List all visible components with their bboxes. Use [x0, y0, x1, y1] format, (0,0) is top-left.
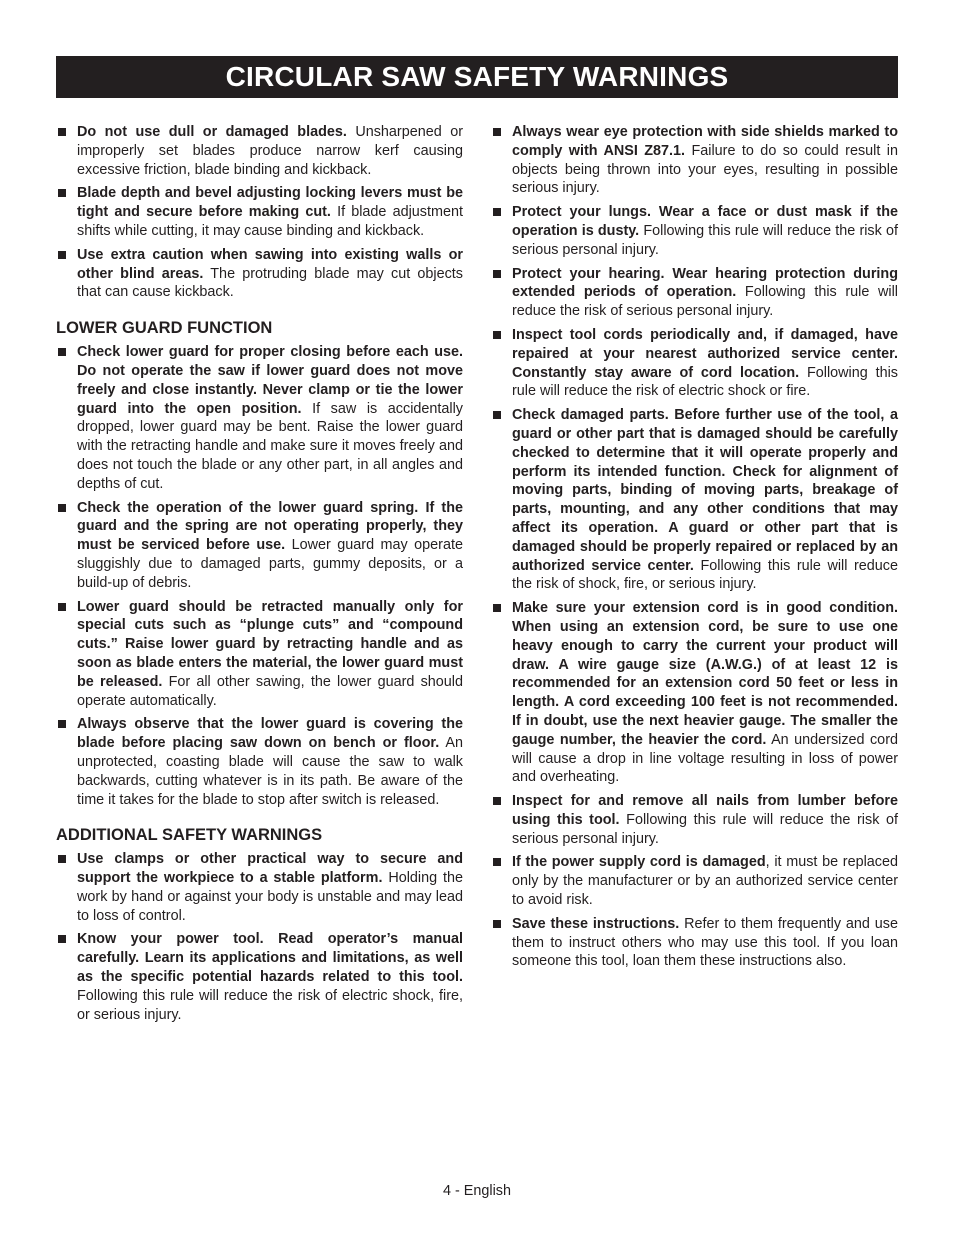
warning-item: [56, 499, 463, 593]
left-column: [56, 123, 463, 1029]
title-bar: [56, 56, 898, 98]
square-bullet-icon: [58, 720, 66, 728]
warning-item: [56, 930, 463, 1024]
warning-lead: Blade depth and bevel adjusting locking levers must be tight and secure before making cut.: [77, 185, 463, 221]
square-bullet-icon: [58, 348, 66, 356]
warning-item: [491, 599, 898, 787]
square-bullet-icon: [493, 411, 501, 419]
square-bullet-icon: [58, 935, 66, 943]
warning-lead: Save these instructions.: [512, 915, 680, 932]
square-bullet-icon: [493, 208, 501, 216]
warning-lead: Inspect for and remove all nails from lumber before using this tool.: [512, 793, 898, 828]
warning-item: [56, 123, 463, 179]
warning-body: Following this rule will reduce the risk of electric shock or fire.: [512, 364, 898, 400]
square-bullet-icon: [58, 189, 66, 197]
warning-item: [491, 123, 898, 198]
warning-body: Following this rule will reduce the risk of serious personal injury.: [512, 811, 898, 847]
right-column: [491, 123, 898, 976]
square-bullet-icon: [493, 858, 501, 866]
warning-lead: Check the operation of the lower guard spring. If the guard and the spring are not operating properly, they must be serviced before use.: [77, 499, 463, 554]
warning-item: [56, 184, 463, 240]
warning-body: Refer to them frequently and use them to instruct others who may use this tool. If you loan someone this tool, loan them these instructions also.: [512, 915, 898, 970]
warning-lead: Check lower guard for proper closing before each use. Do not operate the saw if lower guard does not move freely and close instantly. Never clamp or tie the lower guard into the open position.: [77, 344, 463, 417]
page-footer: 4 - English: [443, 1183, 511, 1199]
warning-body: An unprotected, coasting blade will cause the saw to walk backwards, cutting whatever is in its path. Be aware of the time it takes for the blade to stop after switch is released.: [77, 735, 463, 808]
square-bullet-icon: [493, 797, 501, 805]
warning-body: Failure to do so could result in objects being thrown into your eyes, resulting in possible serious injury.: [512, 142, 898, 197]
warning-lead: Always observe that the lower guard is covering the blade before placing saw down on bench or floor.: [77, 716, 463, 752]
warning-lead: Protect your hearing. Wear hearing protection during extended periods of operation.: [512, 265, 898, 301]
additional-warnings-heading: ADDITIONAL SAFETY WARNINGS: [56, 826, 323, 845]
warning-lead: Do not use dull or damaged blades.: [77, 124, 347, 140]
warning-lead: Inspect tool cords periodically and, if damaged, have repaired at your nearest authorized service center. Constantly stay aware of cord location.: [512, 326, 898, 381]
warning-item: [491, 792, 898, 848]
warning-item: [491, 406, 898, 594]
warning-item: [56, 246, 463, 302]
warning-lead: If the power supply cord is damaged: [512, 854, 766, 871]
warning-body: Following this rule will reduce the risk of serious personal injury.: [512, 222, 898, 258]
warning-item: [491, 853, 898, 909]
warning-body: Following this rule will reduce the risk of shock, fire, or serious injury.: [512, 557, 899, 593]
square-bullet-icon: [493, 920, 501, 928]
warning-lead: Lower guard should be retracted manually only for special cuts such as “plunge cuts” and “compound cuts.” Raise lower guard by retracting handle and as soon as blade enters the material, the lower guard must be released.: [77, 598, 463, 690]
warning-item: [491, 265, 898, 321]
square-bullet-icon: [493, 270, 501, 278]
square-bullet-icon: [58, 504, 66, 512]
warning-body: The protruding blade may cut objects that can cause kickback.: [77, 265, 463, 301]
warning-body: , it must be replaced only by the manufacturer or by an authorized service center to avoid risk.: [512, 854, 898, 909]
warning-body: Holding the work by hand or against your body is unstable and may lead to loss of control.: [77, 870, 463, 924]
square-bullet-icon: [58, 855, 66, 863]
warning-item: [56, 343, 463, 493]
warning-body: Lower guard may operate sluggishly due to damaged parts, gummy deposits, or a build-up of debris.: [77, 537, 463, 591]
warning-item: [56, 715, 463, 809]
warning-lead: Make sure your extension cord is in good condition. When using an extension cord, be sure to use one heavy enough to carry the current your product will draw. A wire gauge size (A.W.G.) of at least 12 is recommended for an extension cord 50 feet or less in length. A cord exceeding 100 feet is not recommended. If in doubt, use the next heavier gauge. The smaller the gauge number, the heavier the cord.: [512, 600, 898, 748]
warning-lead: Know your power tool. Read operator’s manual carefully. Learn its applications and limitations, as well as the specific potential hazards related to this tool.: [77, 931, 463, 986]
warning-body: If blade adjustment shifts while cutting, it may cause binding and kickback.: [77, 204, 463, 239]
page-title: CIRCULAR SAW SAFETY WARNINGS: [225, 61, 729, 92]
square-bullet-icon: [58, 603, 66, 611]
square-bullet-icon: [493, 604, 501, 612]
warning-lead: Always wear eye protection with side shields marked to comply with ANSI Z87.1.: [512, 124, 898, 159]
warning-body: An undersized cord will cause a drop in line voltage resulting in loss of power and overheating.: [512, 731, 898, 786]
warning-item: [491, 915, 898, 971]
square-bullet-icon: [493, 128, 501, 136]
square-bullet-icon: [493, 331, 501, 339]
warning-lead: Use clamps or other practical way to secure and support the workpiece to a stable platform.: [77, 851, 463, 887]
warning-lead: Use extra caution when sawing into existing walls or other blind areas.: [77, 246, 463, 282]
warning-body: If saw is accidentally dropped, lower guard may be bent. Raise the lower guard with the retracting handle and make sure it moves freely and does not touch the blade or any other part, in all angles and depths of cut.: [77, 400, 463, 492]
warning-item: [491, 203, 898, 259]
lower-guard-heading: LOWER GUARD FUNCTION: [56, 319, 273, 338]
warning-body: Following this rule will reduce the risk of electric shock, fire, or serious injury.: [77, 987, 463, 1023]
warning-item: [56, 850, 463, 925]
warning-lead: Check damaged parts. Before further use of the tool, a guard or other part that is damaged should be carefully checked to determine that it will operate properly and perform its intended function. Check for alignment of moving parts, binding of moving parts, breakage of parts, mounting, and any other conditions that may affect its operation. A guard or other part that is damaged should be properly repaired or replaced by an authorized service center.: [512, 407, 898, 574]
warning-lead: Protect your lungs. Wear a face or dust mask if the operation is dusty.: [512, 204, 898, 239]
warning-item: [491, 326, 898, 401]
square-bullet-icon: [58, 128, 66, 136]
square-bullet-icon: [58, 251, 66, 259]
warning-body: Following this rule will reduce the risk of serious personal injury.: [512, 284, 899, 320]
warning-body: For all other sawing, the lower guard should operate automatically.: [77, 673, 464, 709]
warning-body: Unsharpened or improperly set blades produce narrow kerf causing excessive friction, blade binding and kickback.: [77, 124, 464, 178]
warning-item: [56, 598, 463, 711]
